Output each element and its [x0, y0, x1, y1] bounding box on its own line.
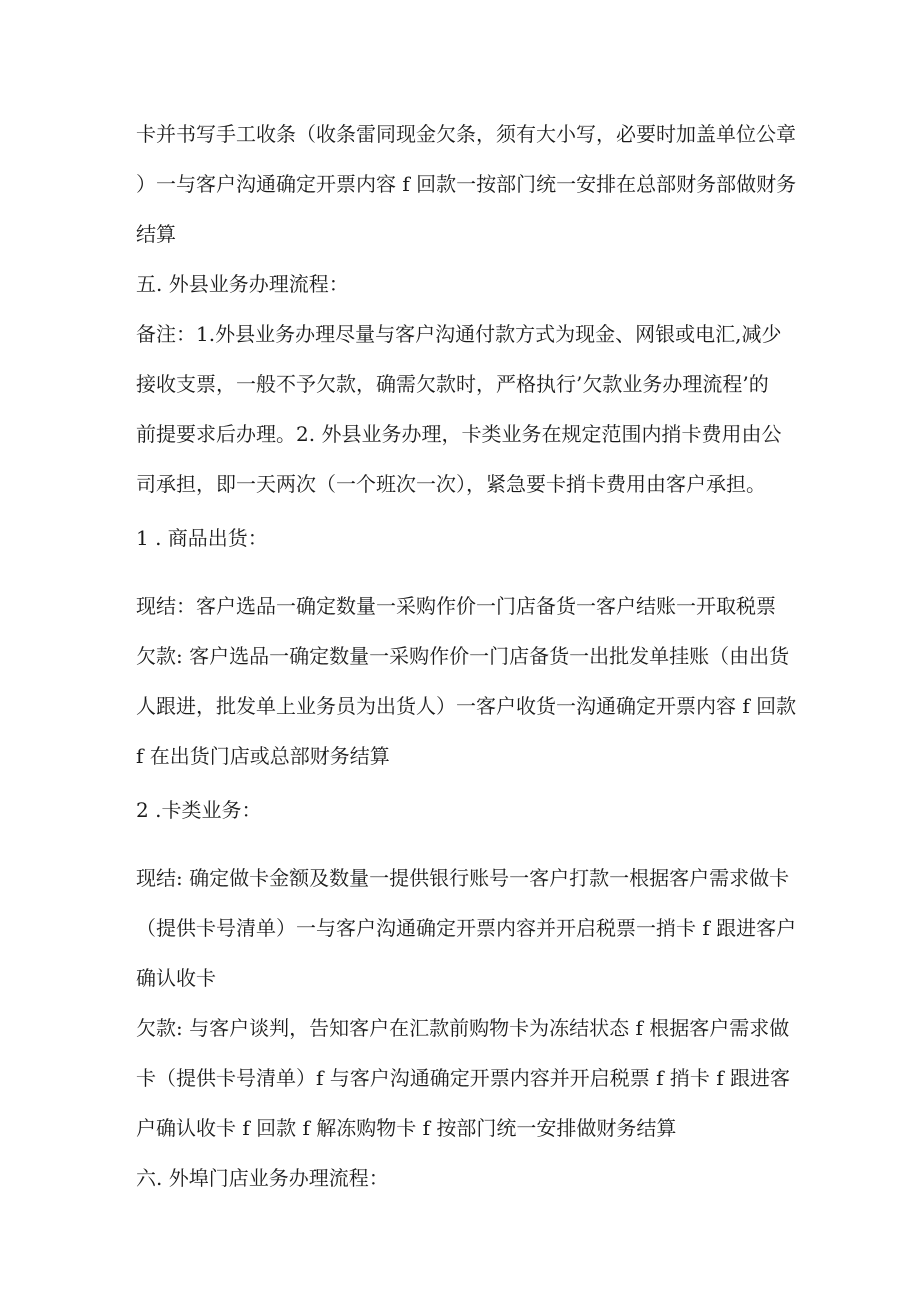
- body-line: 前提要求后办理。2. 外县业务办理，卡类业务在规定范围内捎卡费用由公: [136, 422, 782, 446]
- body-line: 备注：1.外县业务办理尽量与客户沟通付款方式为现金、网银或电汇,减少: [136, 322, 782, 346]
- body-line: 接收支票，一般不予欠款，确需欠款时，严格执行’欠款业务办理流程’的: [136, 372, 769, 396]
- body-line: f 在出货门店或总部财务结算: [136, 744, 390, 768]
- section-heading: 六. 外埠门店业务办理流程：: [136, 1166, 389, 1190]
- body-line: 确认收卡: [136, 966, 216, 990]
- subsection-heading: 1 . 商品出货：: [136, 526, 268, 550]
- body-line: 户确认收卡 f 回款 f 解冻购物卡 f 按部门统一安排做财务结算: [136, 1116, 677, 1140]
- body-line: 现结：客户选品一确定数量一采购作价一门店备货一客户结账一开取税票: [136, 594, 776, 618]
- body-line: 现结: 确定做卡金额及数量一提供银行账号一客户打款一根据客户需求做卡: [136, 866, 790, 890]
- body-line: 司承担，即一天两次（一个班次一次），紧急要卡捎卡费用由客户承担。: [136, 472, 766, 496]
- body-line: 卡并书写手工收条（收条雷同现金欠条，须有大小写，必要时加盖单位公章: [136, 122, 796, 146]
- section-heading: 五. 外县业务办理流程：: [136, 272, 349, 296]
- body-line: 欠款: 客户选品一确定数量一采购作价一门店备货一出批发单挂账（由出货: [136, 644, 790, 668]
- subsection-heading: 2 .卡类业务：: [136, 798, 262, 822]
- body-line: ）一与客户沟通确定开票内容 f 回款一按部门统一安排在总部财务部做财务: [136, 172, 796, 196]
- body-line: 卡（提供卡号清单）f 与客户沟通确定开票内容并开启税票 f 捎卡 f 跟进客: [136, 1066, 790, 1090]
- body-line: 欠款: 与客户谈判，告知客户在汇款前购物卡为冻结状态 f 根据客户需求做: [136, 1016, 790, 1040]
- body-line: （提供卡号清单）一与客户沟通确定开票内容并开启税票一捎卡 f 跟进客户: [136, 916, 796, 940]
- body-line: 人跟进，批发单上业务员为出货人）一客户收货一沟通确定开票内容 f 回款: [136, 694, 796, 718]
- body-line: 结算: [136, 222, 176, 246]
